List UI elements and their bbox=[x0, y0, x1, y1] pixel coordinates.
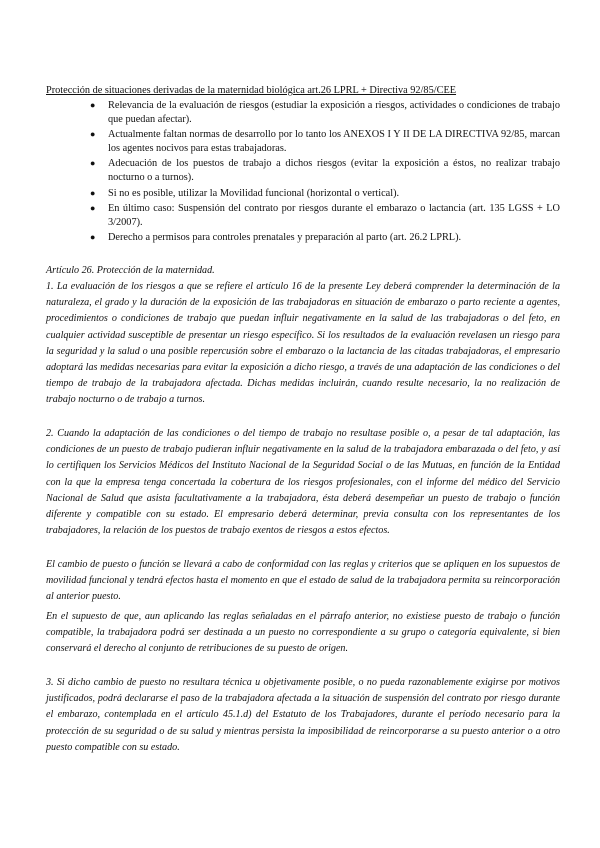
bullet-icon: ● bbox=[90, 203, 96, 214]
list-item bbox=[46, 128, 560, 155]
list-item bbox=[46, 99, 560, 126]
bullet-icon: ● bbox=[90, 232, 96, 243]
article-paragraph-1: 1. La evaluación de los riesgos a que se refiere el artículo 16 de la presente Ley deberá comprender la determinación de la naturaleza, el grado y la duración de la exposición de las trabajadoras en situación de embarazo o parto reciente a agentes, procedimientos o condiciones de trabajo que puedan influir negativamente en la salud de las trabajadoras o del feto, en cualquier actividad susceptible de presentar un riesgo específico. Si los resultados de la evaluación revelasen un riesgo para la seguridad y la salud o una posible repercusión sobre el embarazo o la lactancia de las citadas trabajadoras, el empresario adoptará las medidas necesarias para evitar la exposición a dicho riesgo, a través de una adaptación de las condiciones o del tiempo de trabajo de la trabajadora afectada. Dichas medidas incluirán, cuando resulte necesario, la no realización de trabajo nocturno o de trabajo a turnos. bbox=[46, 281, 560, 406]
list-item-text: Adecuación de los puestos de trabajo a dichos riesgos (evitar la exposición a éstos, no realizar trabajo nocturno o a turnos). bbox=[108, 158, 560, 183]
article-paragraph-2: 2. Cuando la adaptación de las condiciones o del tiempo de trabajo no resultase posible o, a pesar de tal adaptación, las condiciones de un puesto de trabajo pudieran influir negativamente en la salud de la trabajadora embarazada o del feto, y así lo certifiquen los Servicios Médicos del Instituto Nacional de la Seguridad Social o de las Mutuas, en función de la Entidad con la que la empresa tenga concertada la cobertura de los riesgos profesionales, con el informe del médico del Servicio Nacional de Salud que asista facultativamente a la trabajadora, ésta deberá desempeñar un puesto de trabajo o función diferente y compatible con su estado. El empresario deberá determinar, previa consulta con los representantes de los trabajadores, la relación de los puestos de trabajo exentos de riesgos a estos efectos. bbox=[46, 428, 560, 537]
list-item-text: En último caso: Suspensión del contrato por riesgos durante el embarazo o lactancia (art. 135 LGSS + LO 3/2007). bbox=[108, 203, 560, 228]
bullet-icon: ● bbox=[90, 100, 96, 110]
list-item bbox=[46, 157, 560, 184]
section-heading: Protección de situaciones derivadas de la maternidad biológica art.26 LPRL + Directiva 92/85/CEE bbox=[46, 85, 457, 96]
list-item-text: Relevancia de la evaluación de riesgos (estudiar la exposición a riesgos, actividades o condiciones de trabajo que puedan afectar). bbox=[108, 100, 560, 125]
list-item-text: Actualmente faltan normas de desarrollo por lo tanto los ANEXOS I Y II DE LA DIRECTIVA 92/85, marcan los agentes nocivos para estas trabajadoras. bbox=[108, 129, 560, 154]
list-item-text: Si no es posible, utilizar la Movilidad funcional (horizontal o vertical). bbox=[108, 187, 400, 199]
list-item bbox=[46, 231, 560, 245]
list-item bbox=[46, 202, 560, 229]
list-item-text: Derecho a permisos para controles prenatales y preparación al parto (art. 26.2 LPRL). bbox=[108, 232, 462, 244]
list-item bbox=[46, 187, 560, 201]
article-paragraph-3: El cambio de puesto o función se llevará a cabo de conformidad con las reglas y criterios que se apliquen en los supuestos de movilidad funcional y tendrá efectos hasta el momento en que el estado de salud de la trabajadora permita su reincorporación al anterior puesto. bbox=[46, 559, 560, 603]
bullet-icon: ● bbox=[90, 129, 96, 140]
bullet-icon: ● bbox=[90, 187, 96, 198]
article-title: Artículo 26. Protección de la maternidad. bbox=[46, 265, 215, 276]
article-paragraph-5: 3. Si dicho cambio de puesto no resultara técnica u objetivamente posible, o no pueda razonablemente exigirse por motivos justificados, podrá declararse el paso de la trabajadora afectada a la situación de suspensión del contrato por riesgo durante el embarazo, contemplada en el artículo 45.1.d) del Estatuto de los Trabajadores, durante el período necesario para la protección de su seguridad o de su salud y mientras persista la imposibilidad de reincorporarse a su puesto anterior o a otro puesto compatible con su estado. bbox=[46, 677, 560, 753]
bullet-list bbox=[46, 99, 560, 247]
bullet-icon: ● bbox=[90, 158, 96, 169]
article-paragraph-4: En el supuesto de que, aun aplicando las reglas señaladas en el párrafo anterior, no existiese puesto de trabajo o función compatible, la trabajadora podrá ser destinada a un puesto no correspondiente a su grupo o categoría equivalente, si bien conservará el derecho al conjunto de retribuciones de su puesto de origen. bbox=[46, 611, 560, 655]
